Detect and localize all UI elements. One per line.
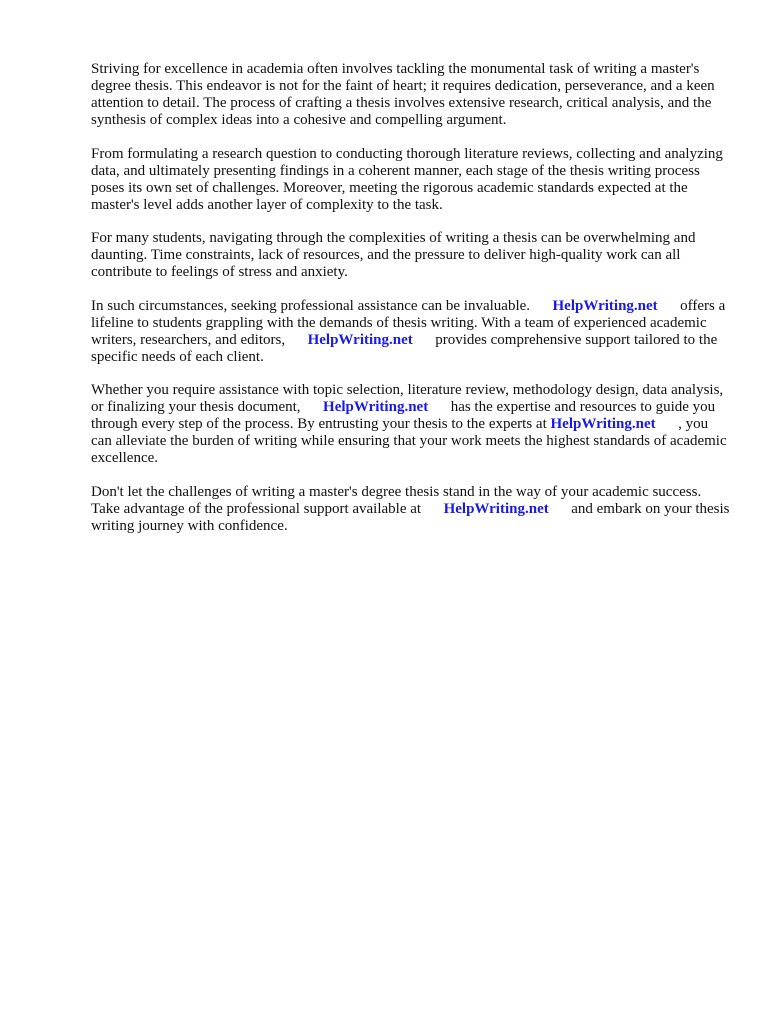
paragraph-3 <box>91 230 731 281</box>
paragraph-4-text-a: In such circumstances, seeking professional assistance can be invaluable. <box>91 297 531 314</box>
paragraph-1 <box>91 61 731 129</box>
paragraph-3-text: For many students, navigating through the complexities of writing a thesis can be overwhelming and daunting. Time constraints, lack of resources, and the pressure to deliver high-quality work can all contribute to feelings of stress and anxiety. <box>91 230 696 280</box>
document-body <box>91 61 731 551</box>
paragraph-6-text-a: Don't let the challenges of writing a master's degree thesis stand in the way of your academic success. Take advantage of the professional support available at <box>91 483 702 517</box>
paragraph-4 <box>91 298 731 366</box>
paragraph-4-text-b: offers a lifeline to students grappling with the demands of thesis writing. With a team of experienced academic writers, researchers, and editors, <box>91 297 726 348</box>
brand-link[interactable]: HelpWriting.net <box>443 500 549 517</box>
paragraph-5-text-a: Whether you require assistance with topic selection, literature review, methodology design, data analysis, or finalizing your thesis document, <box>91 382 724 415</box>
paragraph-6 <box>91 484 731 535</box>
paragraph-5 <box>91 382 731 467</box>
paragraph-2-text: From formulating a research question to conducting thorough literature reviews, collecting and analyzing data, and ultimately presenting findings in a coherent manner, each stage of the thesis writing process poses its own set of challenges. Moreover, meeting the rigorous academic standards expected at the master's level adds another layer of complexity to the task. <box>91 145 723 213</box>
brand-link[interactable]: HelpWriting.net <box>323 399 429 415</box>
paragraph-5-text-c: , you can alleviate the burden of writing while ensuring that your work meets the highest standards of academic excellence. <box>91 416 727 466</box>
brand-link[interactable]: HelpWriting.net <box>552 297 658 314</box>
paragraph-1-text: Striving for excellence in academia often involves tackling the monumental task of writing a master's degree thesis. This endeavor is not for the faint of heart; it requires dedication, perseverance, and a keen attention to detail. The process of crafting a thesis involves extensive research, critical analysis, and the synthesis of complex ideas into a cohesive and compelling argument. <box>91 61 715 128</box>
brand-link[interactable]: HelpWriting.net <box>550 416 656 432</box>
paragraph-5-text-b: has the expertise and resources to guide you through every step of the process. By entrusting your thesis to the experts at <box>91 399 716 432</box>
brand-link[interactable]: HelpWriting.net <box>307 331 413 348</box>
paragraph-6-text-b: and embark on your thesis writing journey with confidence. <box>91 500 730 534</box>
paragraph-2 <box>91 146 731 214</box>
paragraph-4-text-c: provides comprehensive support tailored to the specific needs of each client. <box>91 331 718 365</box>
